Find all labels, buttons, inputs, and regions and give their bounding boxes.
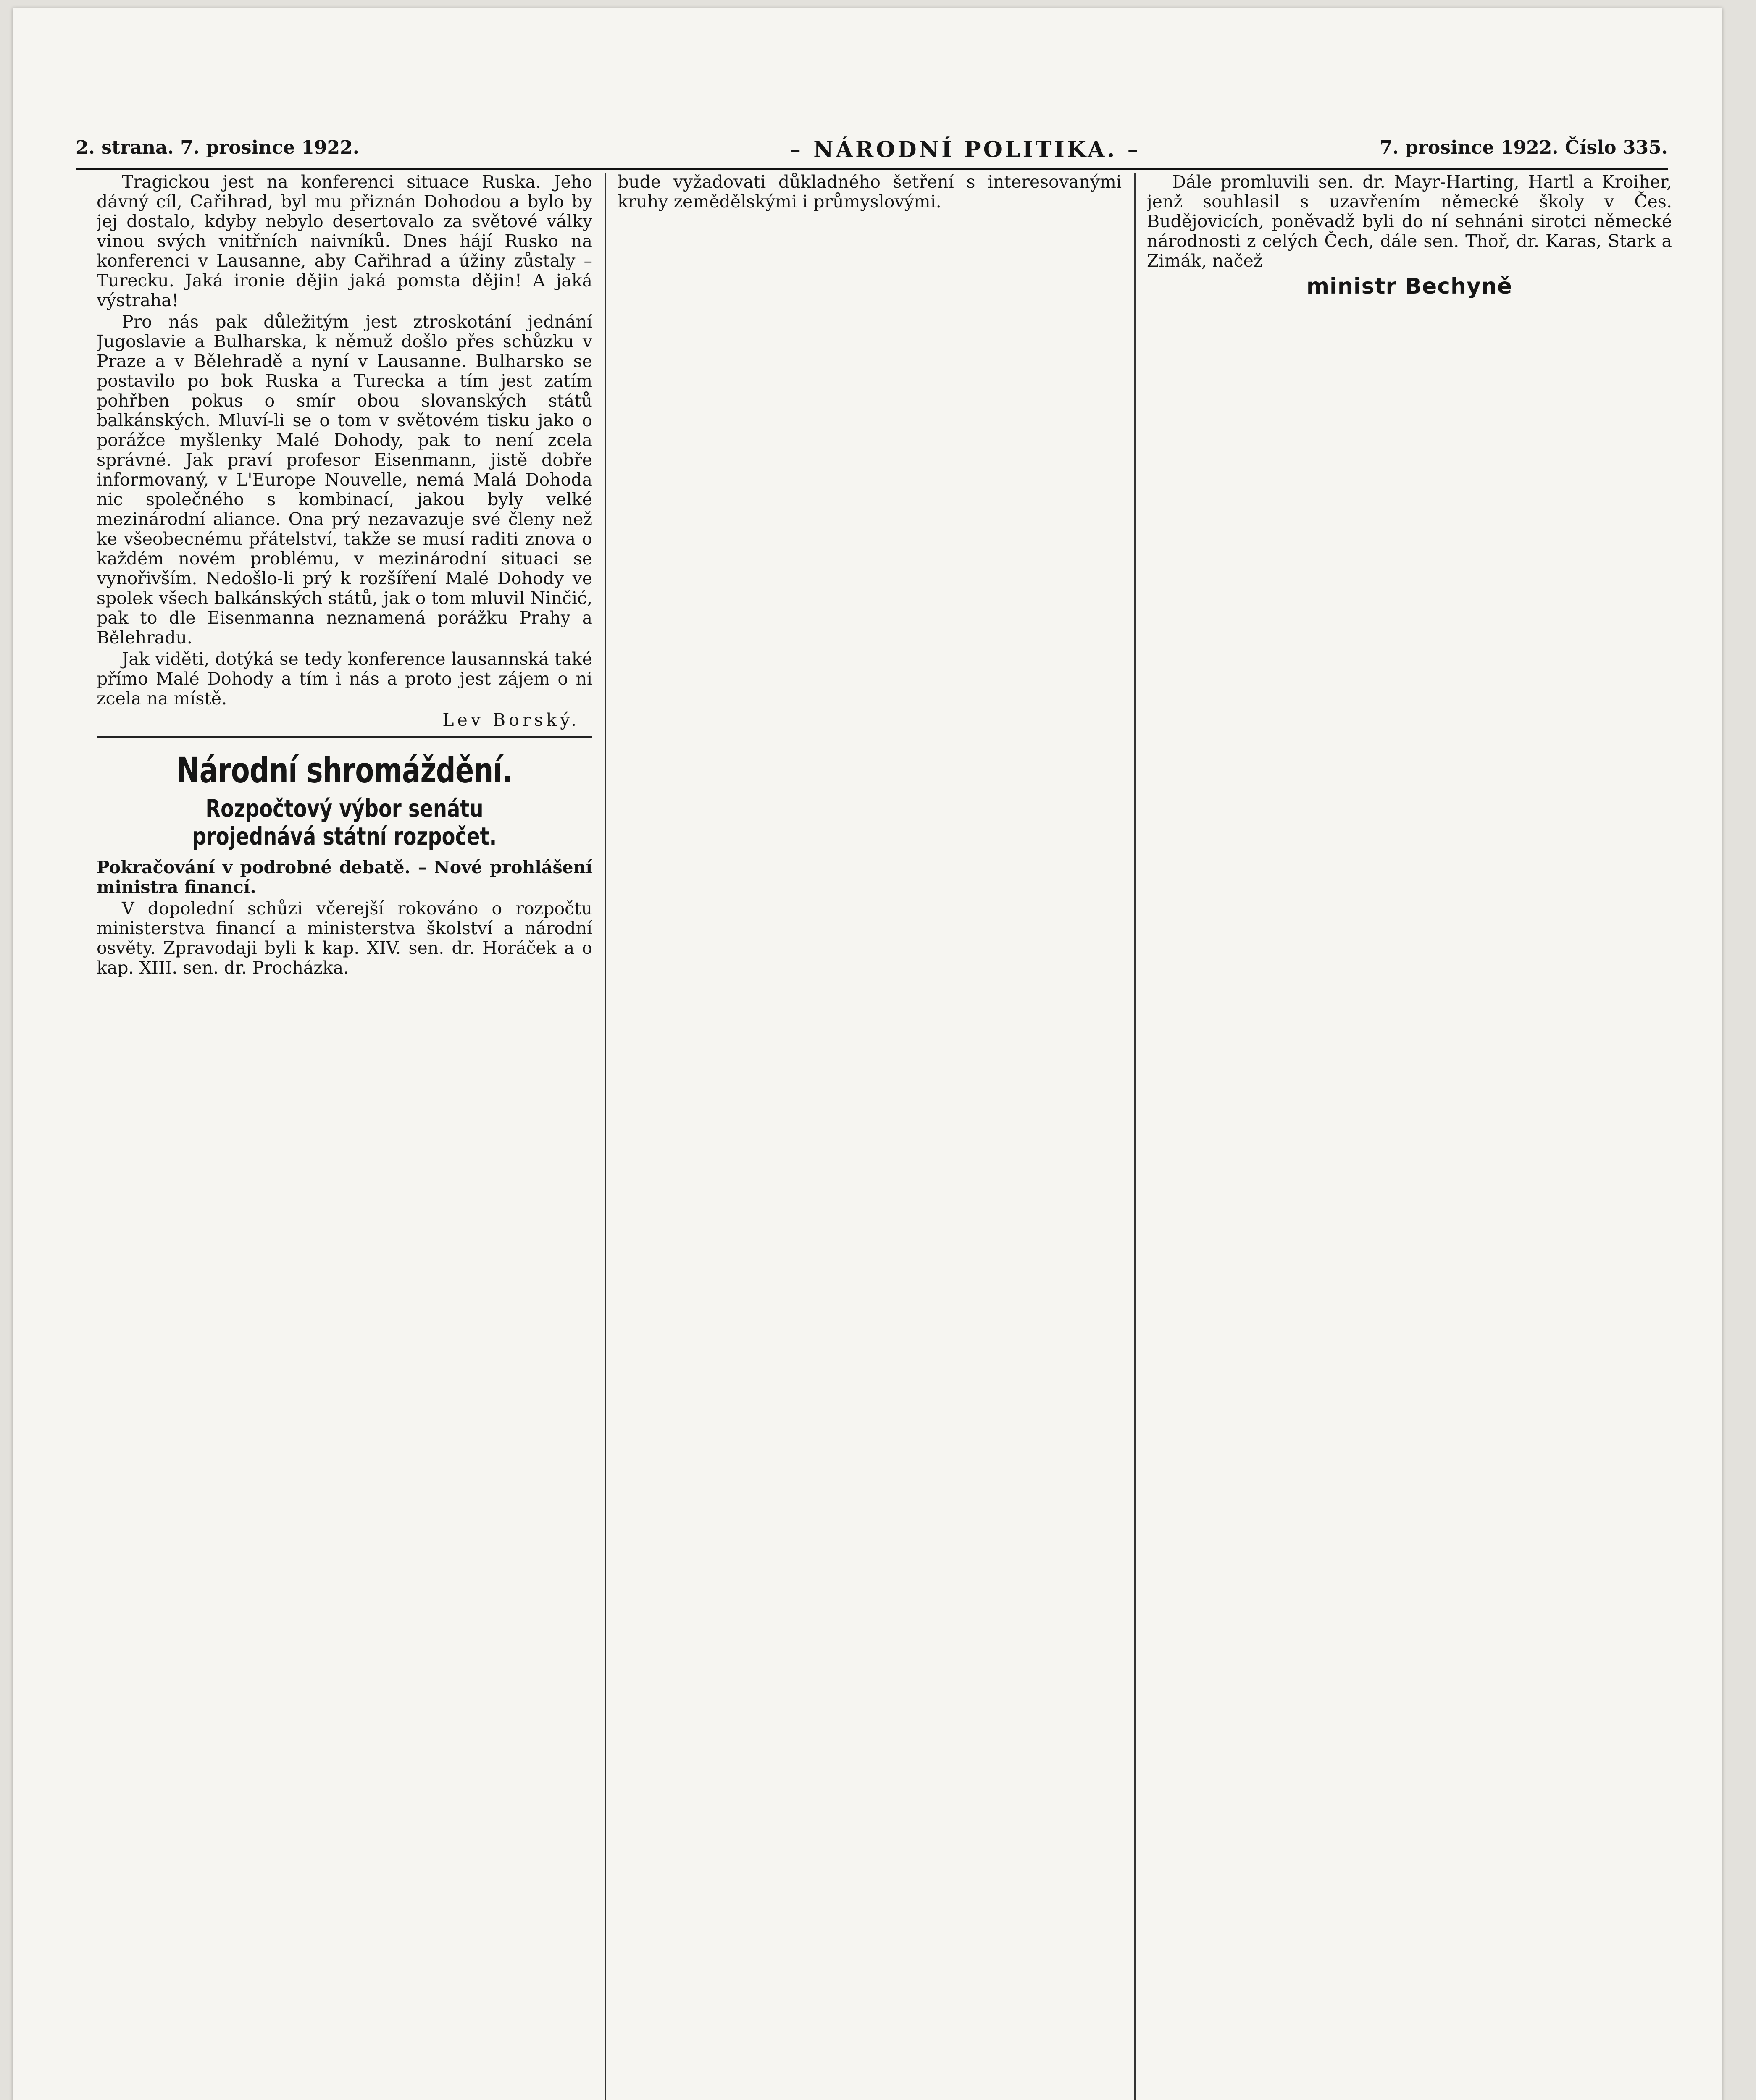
paragraph: Dále promluvili sen. dr. Mayr-Harting, Hartl a Kroiher, jenž souhlasil s uzavřením německé školy v Čes. Budějovicích, poněvadž byli do ní sehnáni sirotci německé národnosti z celých Čech, dále sen. Thoř, dr. Karas, Stark a Zimák, načež — [1147, 172, 1672, 271]
column-divider — [1134, 173, 1136, 2100]
section-subtitle: Rozpočtový výbor senátu projednává státní rozpočet. — [192, 794, 497, 850]
masthead-page-date: 2. strana. 7. prosince 1922. — [76, 137, 360, 158]
lead-paragraph: Pokračování v podrobné debatě. – Nové prohlášení ministra financí. — [97, 857, 592, 897]
author-signature: Lev Borský. — [442, 710, 580, 730]
column-right — [1147, 172, 1672, 2100]
paragraph: V dopolední schůzi včerejší rokováno o rozpočtu ministerstva financí a ministerstva školství a národní osvěty. Zpravodaji byli k kap. XIV. sen. dr. Horáček a o kap. XIII. sen. dr. Procházka. — [97, 898, 592, 978]
newspaper-page — [13, 8, 1722, 2100]
masthead-title: – NÁRODNÍ POLITIKA. – — [790, 137, 1141, 163]
masthead — [76, 134, 1668, 170]
column-middle — [618, 172, 1122, 2100]
paragraph: Tragickou jest na konferenci situace Ruska. Jeho dávný cíl, Cařihrad, byl mu přiznán Dohodou a bylo by jej dostalo, kdyby nebylo desertovalo za světové války vinou svých vnitřních naivníků. Dnes hájí Rusko na konferenci v Lausanne, aby Cařihrad a úžiny zůstaly – Turecku. Jaká ironie dějin jaká pomsta dějin! A jaká výstraha! — [97, 172, 592, 310]
masthead-issue: 7. prosince 1922. Číslo 335. — [1379, 137, 1668, 158]
section-title: Národní shromáždění. — [176, 750, 513, 791]
column-left — [97, 172, 592, 2100]
subheading-minister-bechyne: ministr Bechyně — [1306, 274, 1513, 299]
section-rule — [97, 736, 592, 738]
paragraph: Pro nás pak důležitým jest ztroskotání jednání Jugoslavie a Bulharska, k němuž došlo přes schůzku v Praze a v Bělehradě a nyní v Lausanne. Bulharsko se postavilo po bok Ruska a Turecka a tím jest zatím pohřben pokus o smír obou slovanských států balkánských. Mluví-li se o tom v světovém tisku jako o porážce myšlenky Malé Dohody, pak to není zcela správné. Jak praví profesor Eisenmann, jistě dobře informovaný, v L'Europe Nouvelle, nemá Malá Dohoda nic společného s kombinací, jakou byly velké mezinárodní aliance. Ona prý nezavazuje své členy než ke všeobecnému přátelství, takže se musí raditi znova o každém novém problému, v mezinárodní situaci se vynořivším. Nedošlo-li prý k rozšíření Malé Dohody ve spolek všech balkánských států, jak o tom mluvil Ninčić, pak to dle Eisenmanna neznamená porážku Prahy a Bělehradu. — [97, 312, 592, 648]
column-divider — [605, 173, 606, 2100]
paragraph: bude vyžadovati důkladného šetření s interesovanými kruhy zemědělskými i průmyslovými. — [618, 172, 1122, 212]
paragraph: Jak viděti, dotýká se tedy konference lausannská také přímo Malé Dohody a tím i nás a proto jest zájem o ni zcela na místě. — [97, 649, 592, 709]
